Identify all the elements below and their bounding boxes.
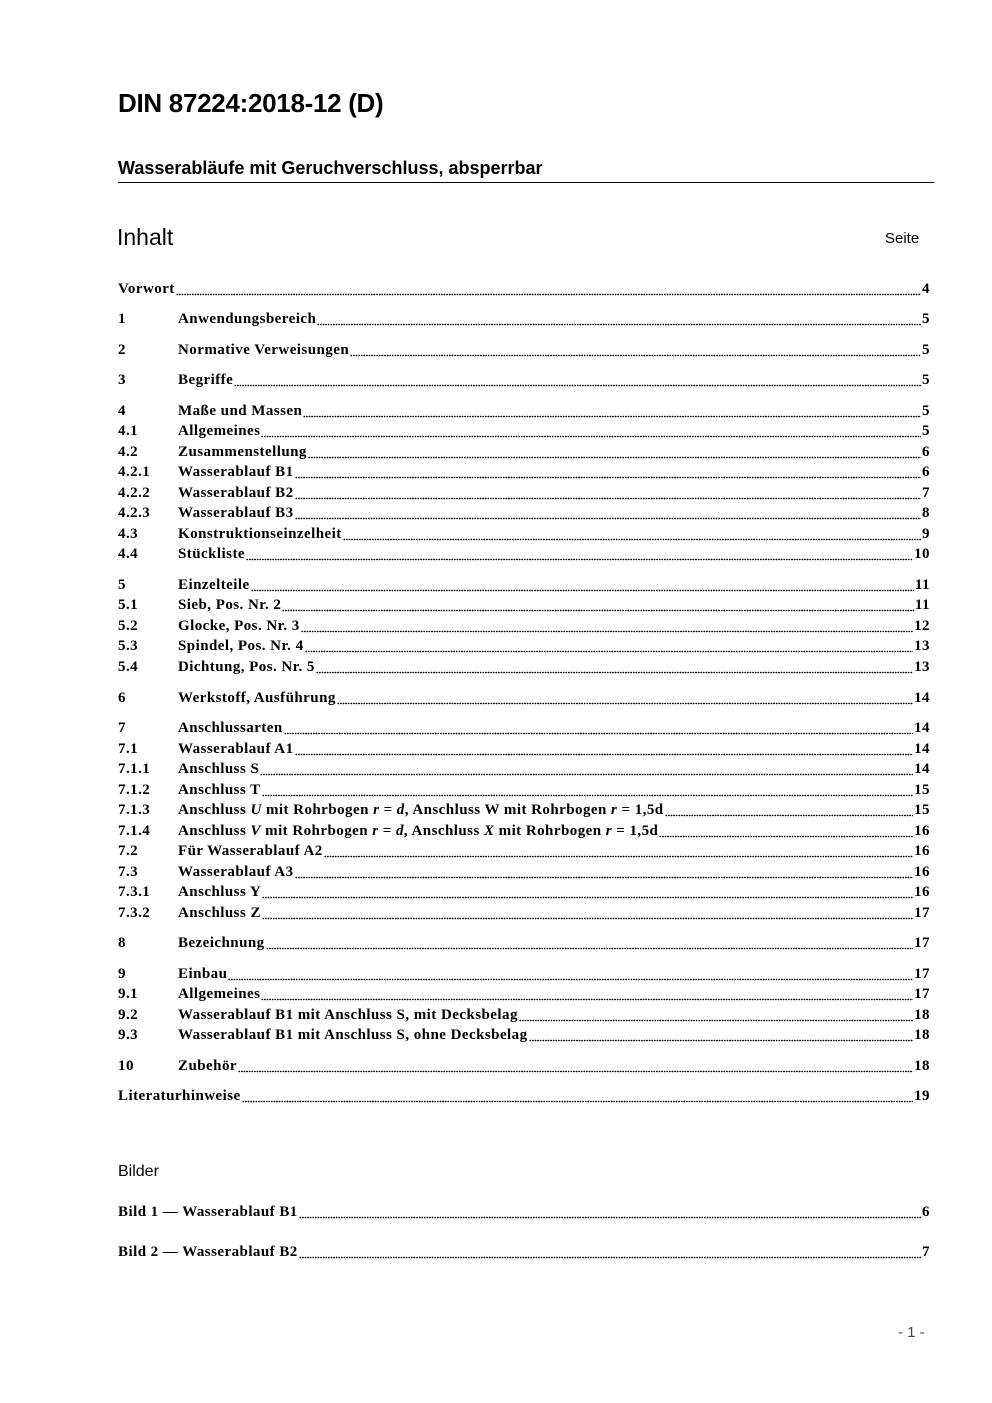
toc-entry-label: Wasserablauf B1 (178, 464, 294, 480)
toc-entry-label: Anschluss V mit Rohrbogen r = d, Anschluss X mit Rohrbogen r = 1,5d (178, 823, 659, 839)
toc-entry (118, 577, 930, 597)
toc-entry-number: 7.1.4 (118, 823, 151, 839)
figure-entry-page: 7 (922, 1244, 930, 1260)
toc-entry-number: 9.3 (118, 1027, 139, 1043)
toc-entry-number: 5.3 (118, 638, 139, 654)
toc-entry-page: 14 (914, 761, 930, 777)
toc-entry (118, 761, 930, 781)
toc-entry-number: 9 (118, 966, 126, 982)
toc-entry-page: 5 (922, 423, 930, 439)
toc-leader-dots (343, 537, 921, 541)
toc-entry-page: 15 (914, 782, 930, 798)
page-column-label: Seite (885, 230, 920, 247)
toc-entry-number: 1 (118, 311, 126, 327)
toc-entry-page: 17 (914, 986, 930, 1002)
toc-entry-label: Anwendungsbereich (178, 311, 317, 327)
toc-leader-dots (529, 1038, 914, 1042)
toc-entry (118, 843, 930, 863)
toc-entry-label: Wasserablauf B3 (178, 505, 294, 521)
toc-entry (118, 1007, 930, 1027)
figure-entry (118, 1244, 930, 1264)
toc-entry-number: 4.4 (118, 546, 139, 562)
toc-entry-page: 13 (914, 659, 930, 675)
toc-entry-page: 7 (922, 485, 930, 501)
toc-leader-dots (238, 1069, 913, 1073)
toc-entry (118, 618, 930, 638)
toc-entry-label: Spindel, Pos. Nr. 4 (178, 638, 304, 654)
figure-entry (118, 1204, 930, 1224)
toc-entry-label: Für Wasserablauf A2 (178, 843, 323, 859)
figure-entry-page: 6 (922, 1204, 930, 1220)
toc-entry-number: 5 (118, 577, 126, 593)
toc-entry-label: Normative Verweisungen (178, 342, 350, 358)
toc-entry-page: 5 (922, 342, 930, 358)
toc-entry-number: 4.2.3 (118, 505, 151, 521)
toc-leader-dots (262, 793, 913, 797)
toc-entry (118, 823, 930, 843)
toc-entry (118, 526, 930, 546)
toc-entry-page: 16 (914, 823, 930, 839)
figures-heading: Bilder (118, 1163, 159, 1180)
toc-entry (118, 342, 930, 362)
document-id: DIN 87224:2018-12 (D) (118, 88, 384, 118)
toc-entry (118, 802, 930, 822)
toc-entry (118, 546, 930, 566)
toc-entry-page: 16 (914, 884, 930, 900)
toc-entry-number: 4.2 (118, 444, 139, 460)
toc-entry-label: Allgemeines (178, 986, 261, 1002)
toc-entry-page: 17 (914, 905, 930, 921)
toc-entry-label: Anschluss T (178, 782, 261, 798)
toc-leader-dots (305, 649, 914, 653)
toc-entry-label: Glocke, Pos. Nr. 3 (178, 618, 300, 634)
toc-entry-number: 7.2 (118, 843, 139, 859)
toc-entry-label: Stückliste (178, 546, 246, 562)
toc-entry-page: 14 (914, 690, 930, 706)
toc-entry-label: Wasserablauf A3 (178, 864, 294, 880)
toc-entry (118, 505, 930, 525)
toc-leader-dots (261, 997, 913, 1001)
toc-entry-number: 4.2.1 (118, 464, 151, 480)
toc-leader-dots (260, 772, 913, 776)
toc-entry (118, 597, 930, 617)
toc-entry-page: 18 (914, 1007, 930, 1023)
toc-entry-number: 5.4 (118, 659, 139, 675)
toc-entry-label: Wasserablauf B1 mit Anschluss S, mit Decksbelag (178, 1007, 518, 1023)
figure-entry-label: Bild 1 — Wasserablauf B1 (118, 1204, 298, 1220)
toc-entry-label: Allgemeines (178, 423, 261, 439)
toc-entry-page: 17 (914, 966, 930, 982)
toc-entry-number: 7.1.3 (118, 802, 151, 818)
toc-entry-label: Anschlussarten (178, 720, 283, 736)
toc-entry-page: 19 (914, 1088, 930, 1104)
toc-entry-page: 5 (922, 403, 930, 419)
page-number: - 1 - (898, 1324, 925, 1341)
toc-entry (118, 423, 930, 443)
toc-entry-number: 3 (118, 372, 126, 388)
toc-entry-number: 7.3.1 (118, 884, 151, 900)
toc-entry-page: 5 (922, 311, 930, 327)
toc-entry-page: 9 (922, 526, 930, 542)
toc-entry (118, 720, 930, 740)
toc-entry-page: 8 (922, 505, 930, 521)
toc-entry-number: 9.1 (118, 986, 139, 1002)
toc-leader-dots (316, 670, 913, 674)
toc-entry (118, 659, 930, 679)
toc-entry (118, 935, 930, 955)
toc-entry (118, 741, 930, 761)
toc-leader-dots (262, 895, 913, 899)
toc-entry-label: Wasserablauf B1 mit Anschluss S, ohne Decksbelag (178, 1027, 528, 1043)
toc-entry-page: 14 (914, 720, 930, 736)
toc-leader-dots (308, 455, 921, 459)
toc-entry-label: Maße und Massen (178, 403, 303, 419)
toc-leader-dots (282, 608, 914, 612)
toc-entry-page: 11 (914, 597, 930, 613)
document-title: Wasserabläufe mit Geruchverschluss, absperrbar (118, 158, 934, 183)
toc-entry-page: 17 (914, 935, 930, 951)
toc-entry (118, 905, 930, 925)
toc-entry-number: 7.1.2 (118, 782, 151, 798)
toc-entry-page: 6 (922, 444, 930, 460)
toc-leader-dots (324, 854, 913, 858)
toc-entry-page: 14 (914, 741, 930, 757)
toc-leader-dots (299, 1255, 921, 1259)
toc-leader-dots (246, 557, 913, 561)
toc-entry-page: 18 (914, 1027, 930, 1043)
toc-entry (118, 782, 930, 802)
toc-entry-label: Anschluss S (178, 761, 260, 777)
toc-leader-dots (295, 496, 922, 500)
toc-entry-number: 9.2 (118, 1007, 139, 1023)
toc-entry (118, 638, 930, 658)
toc-entry-number: 5.1 (118, 597, 139, 613)
toc-entry-label: Einbau (178, 966, 228, 982)
toc-entry-page: 15 (914, 802, 930, 818)
toc-entry-page: 5 (922, 372, 930, 388)
toc-entry (118, 1058, 930, 1078)
toc-leader-dots (261, 434, 921, 438)
toc-entry-page: 16 (914, 843, 930, 859)
toc-leader-dots (350, 353, 921, 357)
toc-entry (118, 281, 930, 301)
toc-entry-label: Anschluss U mit Rohrbogen r = d, Anschluss W mit Rohrbogen r = 1,5d (178, 802, 664, 818)
toc-leader-dots (337, 701, 913, 705)
toc-entry-label: Zusammenstellung (178, 444, 307, 460)
toc-entry-number: 6 (118, 690, 126, 706)
toc-leader-dots (228, 977, 913, 981)
toc-entry (118, 864, 930, 884)
toc-entry (118, 690, 930, 710)
toc-entry (118, 372, 930, 392)
toc-entry (118, 444, 930, 464)
toc-entry-label: Sieb, Pos. Nr. 2 (178, 597, 282, 613)
toc-entry-number: 8 (118, 935, 126, 951)
toc-leader-dots (303, 414, 921, 418)
toc-entry (118, 1088, 930, 1108)
toc-entry-label: Wasserablauf A1 (178, 741, 294, 757)
toc-entry-number: 7.3.2 (118, 905, 151, 921)
toc-leader-dots (299, 1215, 921, 1219)
toc-entry-label: Wasserablauf B2 (178, 485, 294, 501)
toc-entry-label: Zubehör (178, 1058, 237, 1074)
toc-entry-number: 4.3 (118, 526, 139, 542)
toc-entry-label: Anschluss Y (178, 884, 262, 900)
toc-entry-number: 4.1 (118, 423, 139, 439)
toc-entry-page: 16 (914, 864, 930, 880)
toc-entry-number: 4 (118, 403, 126, 419)
toc-leader-dots (242, 1099, 913, 1103)
toc-entry-page: 10 (914, 546, 930, 562)
toc-entry (118, 884, 930, 904)
toc-leader-dots (659, 834, 913, 838)
toc-entry-label: Anschluss Z (178, 905, 261, 921)
toc-entry (118, 966, 930, 986)
toc-leader-dots (317, 322, 921, 326)
toc-leader-dots (665, 813, 913, 817)
toc-entry (118, 986, 930, 1006)
toc-entry (118, 311, 930, 331)
toc-leader-dots (295, 516, 922, 520)
toc-entry-page: 12 (914, 618, 930, 634)
toc-entry (118, 464, 930, 484)
toc-leader-dots (234, 383, 921, 387)
toc-entry-number: 10 (118, 1058, 134, 1074)
toc-leader-dots (262, 916, 913, 920)
toc-entry-page: 4 (922, 281, 930, 297)
toc-leader-dots (251, 588, 914, 592)
toc-entry-page: 18 (914, 1058, 930, 1074)
contents-heading: Inhalt (117, 224, 174, 250)
toc-entry-label: Begriffe (178, 372, 234, 388)
toc-leader-dots (284, 731, 913, 735)
toc-entry-number: 4.2.2 (118, 485, 151, 501)
toc-leader-dots (301, 629, 913, 633)
toc-entry-page: 13 (914, 638, 930, 654)
toc-entry-label: Literaturhinweise (118, 1088, 241, 1104)
toc-entry-label: Konstruktionseinzelheit (178, 526, 342, 542)
toc-entry-label: Dichtung, Pos. Nr. 5 (178, 659, 315, 675)
toc-leader-dots (176, 292, 921, 296)
toc-leader-dots (295, 752, 914, 756)
toc-leader-dots (519, 1018, 913, 1022)
toc-entry (118, 485, 930, 505)
toc-leader-dots (295, 475, 922, 479)
toc-entry-label: Werkstoff, Ausführung (178, 690, 336, 706)
toc-entry-number: 2 (118, 342, 126, 358)
toc-entry-number: 5.2 (118, 618, 139, 634)
toc-entry-page: 11 (914, 577, 930, 593)
toc-leader-dots (295, 875, 914, 879)
toc-entry-number: 7 (118, 720, 126, 736)
toc-entry-number: 7.1 (118, 741, 139, 757)
toc-entry-page: 6 (922, 464, 930, 480)
figure-entry-label: Bild 2 — Wasserablauf B2 (118, 1244, 298, 1260)
toc-leader-dots (266, 946, 913, 950)
toc-entry (118, 1027, 930, 1047)
toc-entry-number: 7.3 (118, 864, 139, 880)
toc-entry-number: 7.1.1 (118, 761, 151, 777)
toc-entry-label: Bezeichnung (178, 935, 265, 951)
toc-entry-label: Vorwort (118, 281, 175, 297)
toc-entry (118, 403, 930, 423)
toc-entry-label: Einzelteile (178, 577, 250, 593)
